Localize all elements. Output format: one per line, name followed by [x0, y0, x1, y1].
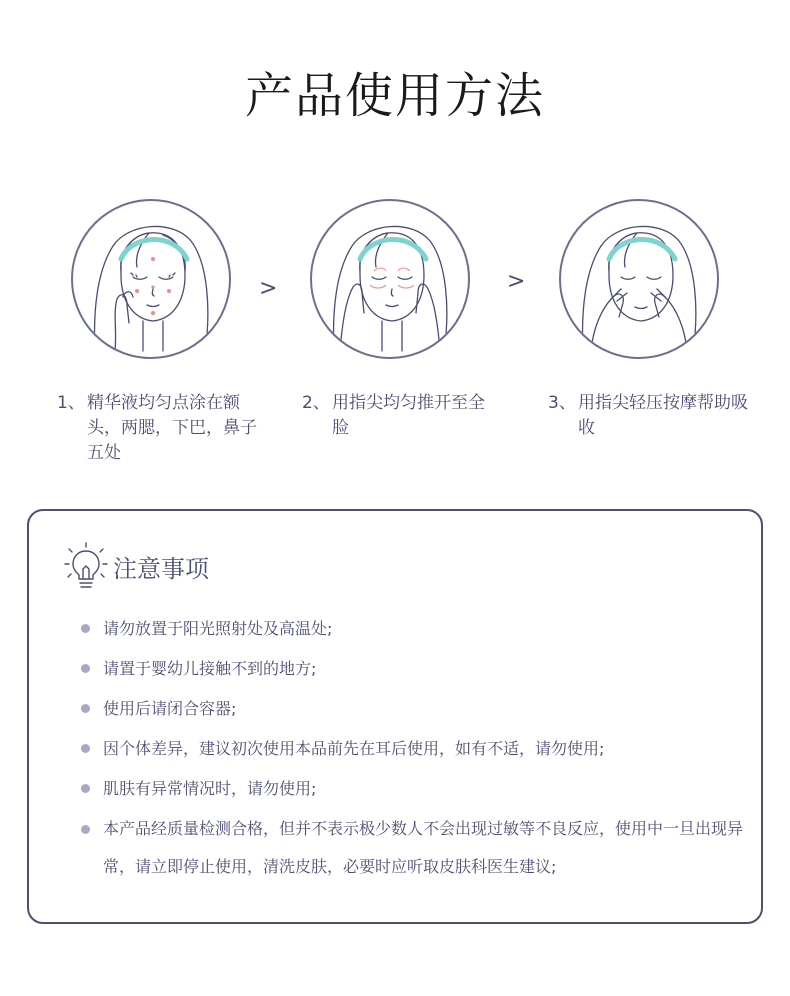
bullet-dot-icon [81, 624, 90, 633]
list-item: 请置于婴幼儿接触不到的地方; [81, 649, 751, 689]
step-text: 用指尖均匀推开至全脸 [332, 393, 485, 438]
notice-title: 注意事项 [113, 555, 209, 583]
bullet-dot-icon [81, 744, 90, 753]
step-number: 1、 [57, 393, 85, 413]
page-title: 产品使用方法 [244, 68, 545, 124]
list-item: 请勿放置于阳光照射处及高温处; [81, 609, 751, 649]
step-number: 3、 [548, 393, 576, 413]
step-3-description [548, 391, 753, 441]
list-item: 因个体差异，建议初次使用本品前先在耳后使用，如有不适，请勿使用; [81, 729, 751, 769]
bullet-dot-icon [81, 704, 90, 713]
list-item: 肌肤有异常情况时，请勿使用; [81, 769, 751, 809]
bullet-dot-icon [81, 784, 90, 793]
step-arrow: > [259, 276, 278, 301]
woman-face-dots-icon [73, 201, 229, 357]
woman-face-spread-icon [312, 201, 468, 357]
step-3-illustration [559, 199, 719, 359]
step-2-illustration [310, 199, 470, 359]
list-item: 本产品经质量检测合格，但并不表示极少数人不会出现过敏等不良反应，使用中一旦出现异常，请立即停止使用，清洗皮肤，必要时应听取皮肤科医生建议; [81, 810, 751, 886]
step-2-description [302, 391, 492, 441]
step-text: 用指尖轻压按摩帮助吸收 [578, 393, 748, 438]
notice-header [63, 541, 363, 591]
step-number: 2、 [302, 393, 330, 413]
notice-list [81, 609, 751, 886]
step-text: 精华液均匀点涂在额头，两腮，下巴，鼻子五处 [87, 393, 257, 463]
step-arrow: > [507, 269, 526, 294]
notice-box [27, 509, 763, 924]
bullet-dot-icon [81, 664, 90, 673]
lightbulb-icon [63, 541, 109, 591]
list-item: 使用后请闭合容器; [81, 689, 751, 729]
bullet-dot-icon [81, 825, 90, 834]
step-1-description [57, 391, 257, 466]
woman-face-massage-icon [561, 201, 717, 357]
step-1-illustration [71, 199, 231, 359]
